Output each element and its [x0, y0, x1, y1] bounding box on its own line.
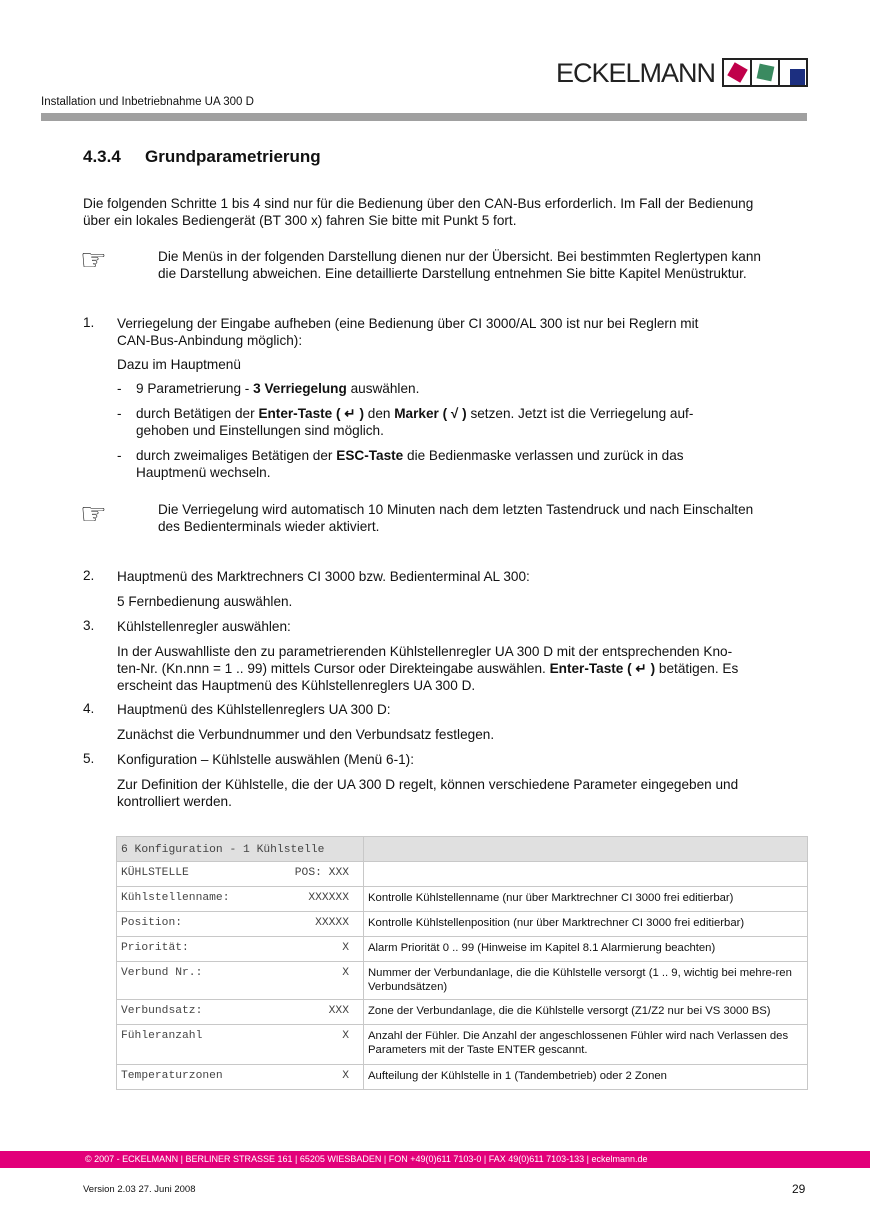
parameter-description: Kontrolle Kühlstellenposition (nur über Marktrechner CI 3000 frei editierbar)	[364, 912, 808, 937]
text-line: die Darstellung abweichen. Eine detaillierte Darstellung entnehmen Sie bitte Kapitel Menüstruktur.	[158, 266, 747, 281]
parameter-value: X	[342, 967, 349, 979]
text-line: Die Verriegelung wird automatisch 10 Minuten nach dem letzten Tastendruck und nach Einschalten	[158, 502, 754, 517]
parameter-value: XXXXXX	[308, 892, 349, 904]
text-line: Dazu im Hauptmenü	[117, 357, 241, 372]
parameter-description: Kontrolle Kühlstellenname (nur über Marktrechner CI 3000 frei editierbar)	[364, 887, 808, 912]
parameter-value: XXXXX	[315, 917, 349, 929]
parameter-description	[364, 862, 808, 887]
logo-text: ECKELMANN	[556, 58, 716, 88]
step-2: Hauptmenü des Marktrechners CI 3000 bzw. Bedienterminal AL 300:	[117, 569, 530, 584]
parameter-description: Zone der Verbundanlage, die die Kühlstelle versorgt (Z1/Z2 nur bei VS 3000 BS)	[364, 1000, 808, 1025]
text-line: Zunächst die Verbundnummer und den Verbundsatz festlegen.	[117, 727, 495, 742]
note	[158, 501, 808, 535]
table-title: 6 Konfiguration - 1 Kühlstelle	[117, 837, 364, 862]
parameter-label: Verbundsatz:	[121, 1005, 203, 1017]
table-row	[117, 887, 808, 912]
text-line: Die Menüs in der folgenden Darstellung dienen nur der Übersicht. Bei bestimmten Reglertypen kann	[158, 249, 761, 264]
text-line: Die folgenden Schritte 1 bis 4 sind nur für die Bedienung über den CAN-Bus erforderlich. Im Fall der Bedienung	[83, 196, 754, 211]
bullet-dash: -	[117, 406, 122, 421]
parameter-description: Alarm Priorität 0 .. 99 (Hinweise im Kapitel 8.1 Alarmierung beachten)	[364, 937, 808, 962]
step-number: 5.	[83, 751, 95, 766]
section-number: 4.3.4	[83, 147, 121, 166]
parameter-value: X	[342, 1030, 349, 1042]
parameter-cell	[117, 912, 364, 937]
text-line: 5 Fernbedienung auswählen.	[117, 594, 293, 609]
step-3: Kühlstellenregler auswählen:	[117, 619, 291, 634]
table-row	[117, 1025, 808, 1065]
parameter-label: Position:	[121, 917, 183, 929]
table-row	[117, 962, 808, 1000]
table-row	[117, 1065, 808, 1090]
pointing-hand-icon: ☞	[80, 244, 107, 277]
parameter-description: Nummer der Verbundanlage, die die Kühlstelle versorgt (1 .. 9, wichtig bei mehre-ren Verbundsätzen)	[364, 962, 808, 1000]
table-row	[117, 862, 808, 887]
header-divider	[41, 113, 807, 121]
parameter-label: KÜHLSTELLE	[121, 867, 189, 879]
parameter-cell	[117, 1025, 364, 1065]
parameter-value: X	[342, 942, 349, 954]
parameter-description: Anzahl der Fühler. Die Anzahl der angeschlossenen Fühler wird nach Verlassen des Parameters mit der Taste ENTER gescannt.	[364, 1025, 808, 1065]
bullet-dash: -	[117, 381, 122, 396]
running-header: Installation und Inbetriebnahme UA 300 D	[41, 96, 254, 108]
table-row	[117, 937, 808, 962]
table-row	[117, 1000, 808, 1025]
step-5: Konfiguration – Kühlstelle auswählen (Menü 6-1):	[117, 752, 414, 767]
pointing-hand-icon: ☞	[80, 498, 107, 531]
parameter-label: Kühlstellenname:	[121, 892, 230, 904]
parameter-value: X	[342, 1070, 349, 1082]
step-number: 4.	[83, 701, 95, 716]
table-row	[117, 912, 808, 937]
parameter-cell	[117, 1065, 364, 1090]
text-line: Verriegelung der Eingabe aufheben (eine Bedienung über CI 3000/AL 300 ist nur bei Reglern mit	[117, 316, 699, 331]
text-line: über ein lokales Bediengerät (BT 300 x) fahren Sie bitte mit Punkt 5 fort.	[83, 213, 517, 228]
section-heading	[83, 147, 321, 167]
bullet: 9 Parametrierung - 3 Verriegelung auswählen.	[136, 381, 420, 396]
parameter-cell	[117, 1000, 364, 1025]
bullet: durch zweimaliges Betätigen der ESC-Taste die Bedienmaske verlassen und zurück in das Hauptmenü wechseln.	[136, 448, 684, 480]
step-number: 2.	[83, 568, 95, 583]
parameter-value: XXX	[328, 1005, 349, 1017]
parameter-table	[116, 836, 808, 1090]
parameter-cell	[117, 937, 364, 962]
step-3-text: In der Auswahlliste den zu parametrierenden Kühlstellenregler UA 300 D mit der entsprechenden Kno- ten-Nr. (Kn.nnn = 1 .. 99) mittels Cursor oder Direkteingabe auswählen. Enter-Taste ( ↵ ) betätigen. Es erscheint das Hauptmenü des Kühlstellenreglers UA 300 D.	[117, 644, 739, 693]
section-title: Grundparametrierung	[145, 147, 321, 166]
step-1	[117, 315, 807, 349]
footer-bar: © 2007 - ECKELMANN | BERLINER STRASSE 161 | 65205 WIESBADEN | FON +49(0)611 7103-0 | FAX 49(0)611 7103-133 | eckelmann.de	[0, 1151, 870, 1168]
intro-paragraph	[83, 195, 813, 229]
parameter-label: Priorität:	[121, 942, 189, 954]
step-4: Hauptmenü des Kühlstellenreglers UA 300 D:	[117, 702, 391, 717]
version-date: Version 2.03 27. Juni 2008	[83, 1184, 196, 1195]
text-line: CAN-Bus-Anbindung möglich):	[117, 333, 303, 348]
step-number: 1.	[83, 315, 95, 330]
page-number: 29	[792, 1182, 806, 1196]
parameter-label: Verbund Nr.:	[121, 967, 203, 979]
bullet-dash: -	[117, 448, 122, 463]
step-5-text: Zur Definition der Kühlstelle, die der UA 300 D regelt, können verschiedene Parameter eingegeben und kontrolliert werden.	[117, 777, 739, 809]
bullet: durch Betätigen der Enter-Taste ( ↵ ) den Marker ( √ ) setzen. Jetzt ist die Verriegelung auf- gehoben und Einstellungen sind möglich.	[136, 406, 694, 438]
parameter-cell	[117, 862, 364, 887]
parameter-cell	[117, 962, 364, 1000]
parameter-description: Aufteilung der Kühlstelle in 1 (Tandembetrieb) oder 2 Zonen	[364, 1065, 808, 1090]
note	[158, 248, 808, 282]
logo-icon	[722, 58, 808, 87]
parameter-label: Fühleranzahl	[121, 1030, 203, 1042]
parameter-cell	[117, 887, 364, 912]
text-line: des Bedienterminals wieder aktiviert.	[158, 519, 380, 534]
parameter-value: POS: XXX	[294, 867, 349, 879]
step-number: 3.	[83, 618, 95, 633]
parameter-label: Temperaturzonen	[121, 1070, 223, 1082]
